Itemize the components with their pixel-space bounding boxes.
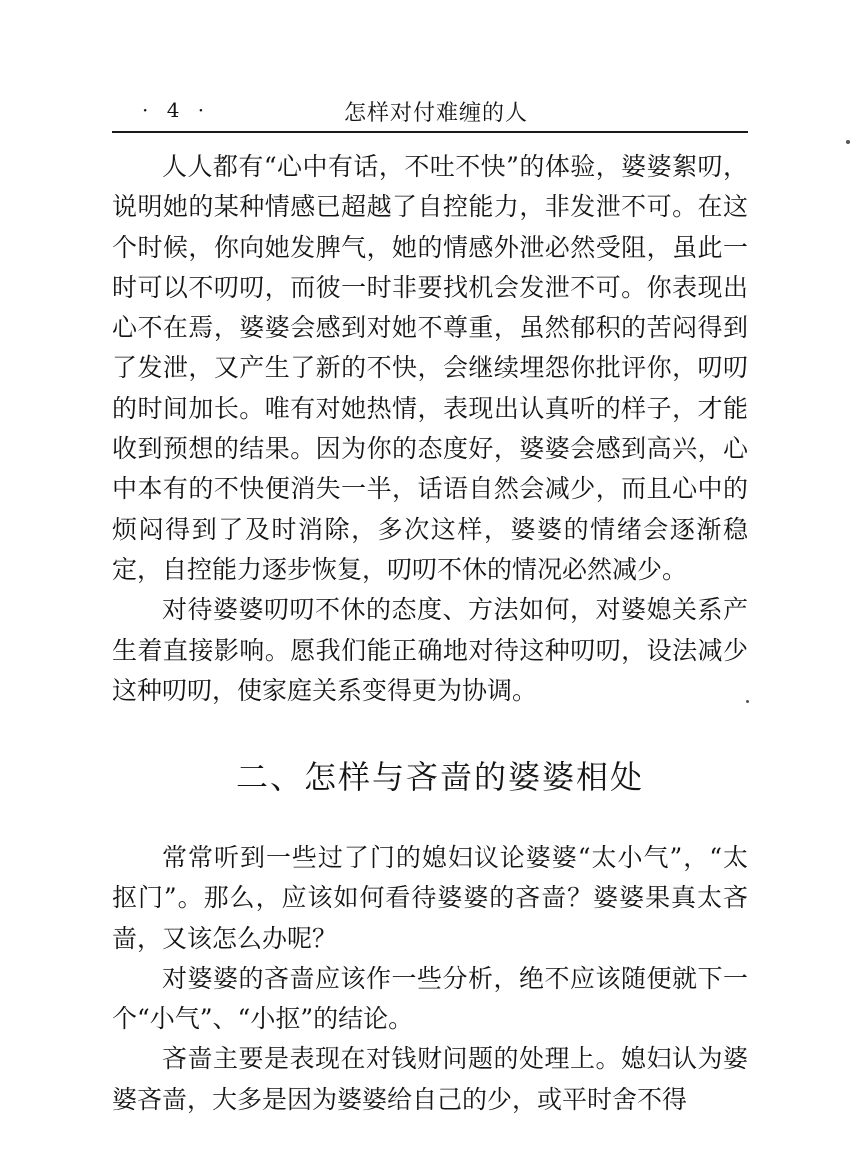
paragraph: 吝啬主要是表现在对钱财问题的处理上。媳妇认为婆婆吝啬，大多是因为婆婆给自己的少，或平时舍不得 [112,1044,748,1114]
running-title: 怎样对付难缠的人 [344,101,529,126]
header-rule [112,131,748,133]
scan-speck [846,140,850,144]
page-number: · 4 · [142,98,211,122]
paragraph: 人人都有“心中有话，不吐不快”的体验，婆婆絮叨，说明她的某种情感已超越了自控能力，非发泄不可。在这个时候，你向她发脾气，她的情感外泄必然受阻，虽此一时可以不叨叨，而彼一时非要找机会发泄不可。你表现出心不在焉，婆婆会感到对她不尊重，虽然郁积的苦闷得到了发泄，又产生了新的不快，会继续埋怨你批评你，叨叨的时间加长。唯有对她热情，表现出认真听的样子，才能收到预想的结果。因为你的态度好，婆婆会感到高兴，心中本有的不快便消失一半，话语自然会减少，而且心中的烦闷得到了及时消除，多次这样，婆婆的情绪会逐渐稳定，自控能力逐步恢复，叨叨不休的情况必然减少。 [112,152,748,584]
section-1-body [112,147,748,711]
section-heading: 二、怎样与吝啬的婆婆相处 [235,758,644,796]
section-2-body [112,838,748,1120]
paragraph: 对待婆婆叨叨不休的态度、方法如何，对婆媳关系产生着直接影响。愿我们能正确地对待这种叨叨，设法减少这种叨叨，使家庭关系变得更为协调。 [112,595,748,705]
scan-speck [746,700,749,703]
paragraph: 常常听到一些过了门的媳妇议论婆婆“太小气”，“太抠门”。那么，应该如何看待婆婆的吝啬？婆婆果真太吝啬，又该怎么办呢？ [112,843,748,953]
page-header [112,92,748,132]
paragraph: 对婆婆的吝啬应该作一些分析，绝不应该随便就下一个“小气”、“小抠”的结论。 [112,963,748,1034]
